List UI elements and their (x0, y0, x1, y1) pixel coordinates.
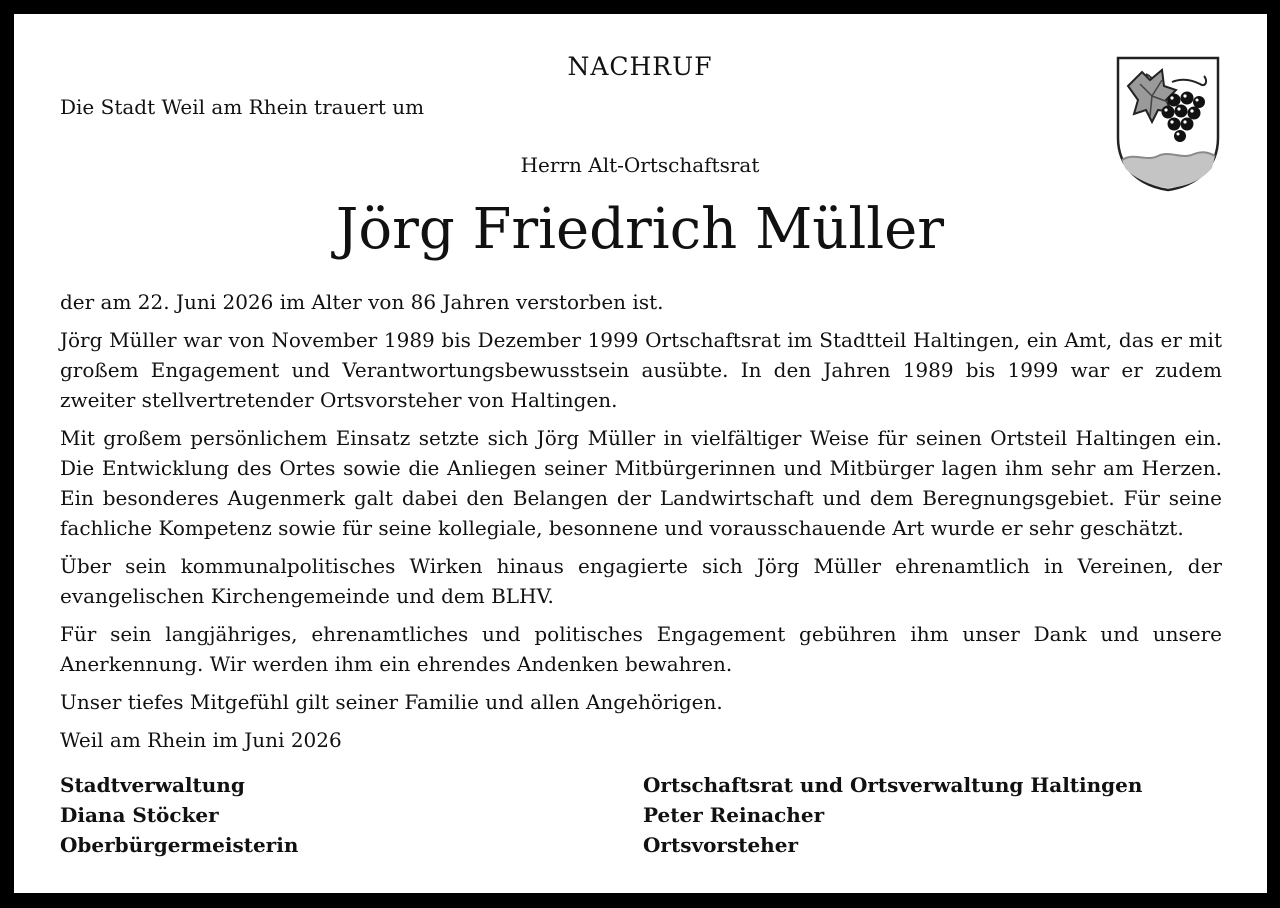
signature-organization: Ortschaftsrat und Ortsverwaltung Haltingen (643, 773, 1143, 797)
signature-person: Diana Stöcker (60, 803, 219, 827)
signature-block-left (60, 770, 298, 860)
paragraph-council-service: Jörg Müller war von November 1989 bis Dezember 1999 Ortschaftsrat im Stadtteil Haltingen, ein Amt, das er mit großem Engagement und Verantwortungsbewusstsein ausübte. In den Jahren 1989 bis 1999 war er zudem zweiter stellvertretender Ortsvorsteher von Haltingen. (60, 328, 1222, 412)
intro-text: Die Stadt Weil am Rhein trauert um (60, 95, 425, 119)
signature-person: Peter Reinacher (643, 803, 825, 827)
obituary-body (60, 287, 1222, 755)
obituary-heading: NACHRUF (567, 52, 713, 81)
paragraph-condolences: Unser tiefes Mitgefühl gilt seiner Familie und allen Angehörigen. (60, 690, 723, 714)
honorific-title: Herrn Alt-Ortschaftsrat (520, 153, 760, 177)
signature-role: Ortsvorsteher (643, 833, 798, 857)
signature-block-right (643, 770, 1142, 860)
paragraph-commitment: Mit großem persönlichem Einsatz setzte sich Jörg Müller in vielfältiger Weise für seinen Ortsteil Haltingen ein. Die Entwicklung des Ortes sowie die Anliegen seiner Mitbürgerinnen und Mitbürger lagen ihm sehr am Herzen. Ein besonderes Augenmerk galt dabei den Belangen der Landwirtschaft und dem Beregnungsgebiet. Für seine fachliche Kompetenz sowie für seine kollegiale, besonnene und vorausschauende Art wurde er sehr geschätzt. (60, 426, 1222, 540)
paragraph-thanks: Für sein langjähriges, ehrenamtliches und politisches Engagement gebühren ihm unser Dank und unsere Anerkennung. Wir werden ihm ein ehrendes Andenken bewahren. (60, 622, 1222, 676)
place-date: Weil am Rhein im Juni 2026 (60, 728, 342, 752)
paragraph-volunteer-work: Über sein kommunalpolitisches Wirken hinaus engagierte sich Jörg Müller ehrenamtlich in Vereinen, der evangelischen Kirchengemeinde und dem BLHV. (60, 554, 1222, 608)
paragraph-death-notice: der am 22. Juni 2026 im Alter von 86 Jahren verstorben ist. (60, 290, 664, 314)
signature-role: Oberbürgermeisterin (60, 833, 299, 857)
deceased-name: Jörg Friedrich Müller (335, 197, 945, 262)
signature-organization: Stadtverwaltung (60, 773, 245, 797)
